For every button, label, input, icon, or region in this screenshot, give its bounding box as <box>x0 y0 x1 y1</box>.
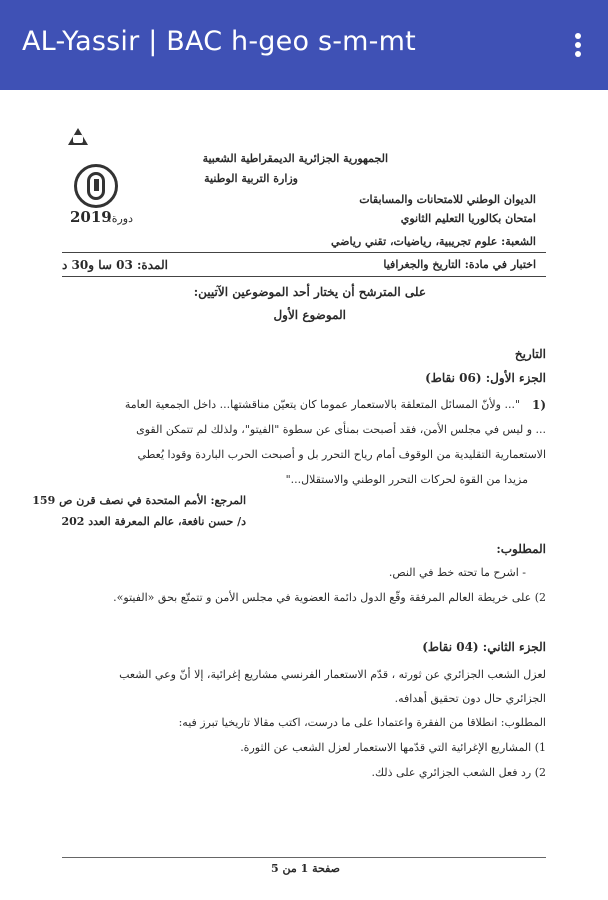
quote-line-2: ... و ليس في مجلس الأمن، فقد أصبحت بمنأى عن سطوة "الفيتو"، ولذلك لم تتمكن القوى <box>136 423 546 436</box>
part1-title: الجزء الأول: (06 نقاط) <box>425 371 546 385</box>
app-title: AL-Yassir | BAC h-geo s-m-mt <box>22 26 416 57</box>
required-label-1: المطلوب: <box>496 542 546 556</box>
task-4: 2) رد فعل الشعب الجزائري على ذلك. <box>371 766 546 779</box>
header-rule-bottom <box>62 276 546 277</box>
exam-heading: امتحان بكالوريا التعليم الثانوي <box>400 212 536 225</box>
required-label-2: المطلوب: انطلاقا من الفقرة واعتمادا على ما درست، اكتب مقالا تاريخيا تبرز فيه: <box>178 716 546 729</box>
q1-number: 1) <box>531 398 546 412</box>
office-heading: الديوان الوطني للامتحانات والمسابقات <box>359 193 536 206</box>
reference-2: د/ حسن نافعة، عالم المعرفة العدد 202 <box>61 515 246 528</box>
overflow-menu-icon[interactable] <box>566 28 590 62</box>
task-2: 2) على خريطة العالم المرفقة وقّع الدول دائمة العضوية في مجلس الأمن و تتمتّع بحق «الفيتو». <box>113 591 546 604</box>
duration: المدة: 03 سا و30 د <box>62 258 168 272</box>
instructions-choose: على المترشح أن يختار أحد الموضوعين الآتيين: <box>193 285 426 299</box>
footer-rule <box>62 857 546 858</box>
page-number: صفحة 1 من 5 <box>271 862 340 875</box>
part2-title: الجزء الثاني: (04 نقاط) <box>422 640 546 654</box>
subject: اختبار في مادة: التاريخ والجغرافيا <box>383 258 536 271</box>
part2-line-1: لعزل الشعب الجزائري عن ثورته ، قدّم الاستعمار الفرنسي مشاريع إغرائية، إلا أنّ وعي الشعب <box>119 668 546 681</box>
reference-1: المرجع: الأمم المتحدة في نصف قرن ص 159 <box>32 494 246 507</box>
quote-line-1: "... ولأنّ المسائل المتعلقة بالاستعمار عموما كان يتعيّن مناقشتها... داخل الجمعية العامة <box>124 398 520 411</box>
app-bar <box>0 0 608 90</box>
task-3: 1) المشاريع الإغرائية التي قدّمها الاستعمار لعزل الشعب عن الثورة. <box>240 741 546 754</box>
ministry-heading: وزارة التربية الوطنية <box>204 172 298 185</box>
part2-line-2: الجزائري حال دون تحقيق أهدافه. <box>394 692 546 705</box>
republic-heading: الجمهورية الجزائرية الديمقراطية الشعبية <box>202 152 388 165</box>
quote-line-3: الاستعمارية التقليدية من الوقوف أمام رياح التحرر بل و أصبحت الحرب الباردة وقودا يُعطي <box>137 448 546 461</box>
exam-document <box>0 90 608 900</box>
streams: الشعبة: علوم تجريبية، رياضيات، تقني رياضي <box>330 235 536 248</box>
history-heading: التاريخ <box>514 347 546 361</box>
quote-line-4: مزيدا من القوة لحركات التحرر الوطني والاستقلال..." <box>285 473 528 486</box>
task-1: - اشرح ما تحته خط في النص. <box>388 566 526 579</box>
header-rule-top <box>62 252 546 253</box>
session-label: دورة: <box>108 212 133 225</box>
topic-heading: الموضوع الأول <box>273 308 346 322</box>
session-year: 2019 <box>70 208 112 226</box>
